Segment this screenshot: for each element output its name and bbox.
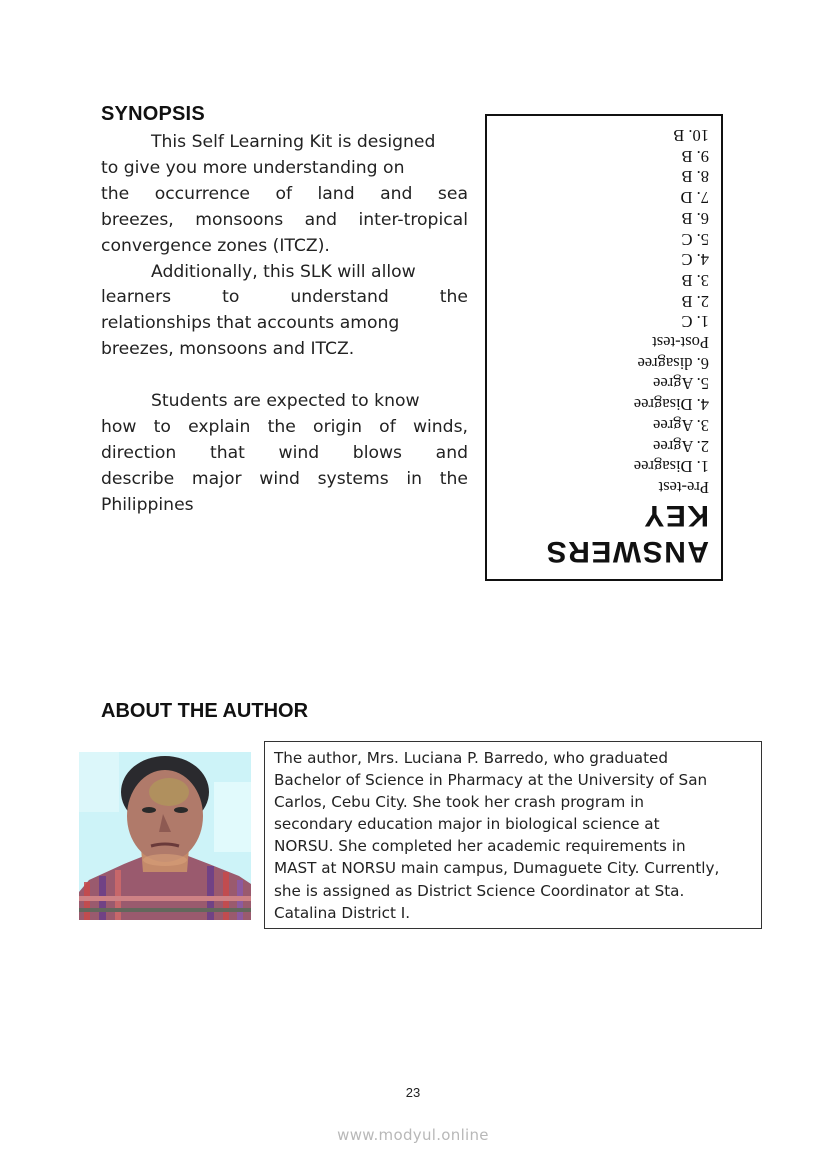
- post-test-answer: 2. B: [681, 291, 709, 311]
- text-line: Students are expected to know: [151, 391, 420, 412]
- pre-test-answer: 5. Agree: [653, 374, 709, 394]
- bio-line: MAST at NORSU main campus, Dumaguete City. Currently,: [274, 859, 720, 878]
- post-test-answer: 6. B: [681, 208, 709, 228]
- text-line: relationships that accounts among: [101, 313, 400, 334]
- bio-line: NORSU. She completed her academic requirements in: [274, 837, 686, 856]
- post-test-label: Post-test: [652, 333, 709, 353]
- text-line: This Self Learning Kit is designed: [151, 132, 436, 152]
- pre-test-answer: 4. Disagree: [633, 395, 709, 415]
- bio-line: Catalina District I.: [274, 903, 411, 922]
- synopsis-heading: SYNOPSIS: [101, 103, 205, 125]
- post-test-answer: 10. B: [673, 126, 709, 146]
- text-line: convergence zones (ITCZ).: [101, 235, 330, 256]
- text-line: how to explain the origin of winds,: [101, 416, 468, 437]
- synopsis-paragraph-1: [101, 130, 468, 260]
- watermark-link[interactable]: www.modyul.online: [337, 1126, 489, 1144]
- synopsis-paragraph-3: [101, 389, 468, 519]
- pre-test-answer: 6. disagree: [637, 353, 709, 373]
- text-line: the occurrence of land and sea: [101, 183, 468, 204]
- text-line: direction that wind blows and: [101, 442, 468, 463]
- text-line: breezes, monsoons and inter-tropical: [101, 209, 468, 230]
- answers-key-title: ANSWERS KEY: [545, 499, 709, 568]
- page-number: 23: [405, 1085, 421, 1100]
- author-portrait-image: [79, 752, 251, 920]
- pre-test-answer: 3. Agree: [653, 415, 709, 435]
- post-test-answer: 4. C: [681, 250, 709, 270]
- text-line: Philippines: [101, 494, 194, 515]
- post-test-answer: 5. C: [681, 229, 709, 249]
- post-test-answer: 3. B: [681, 270, 709, 290]
- bio-line: Bachelor of Science in Pharmacy at the University of San: [274, 771, 708, 790]
- author-photo: [79, 752, 251, 920]
- synopsis-paragraph-2: [101, 260, 468, 364]
- pre-test-answer: 2. Agree: [653, 436, 709, 456]
- text-line: to give you more understanding on: [101, 157, 405, 178]
- bio-line: Carlos, Cebu City. She took her crash program in: [274, 793, 644, 812]
- text-line: learners to understand the: [101, 287, 468, 308]
- post-test-answer: 1. C: [681, 312, 709, 332]
- text-line: breezes, monsoons and ITCZ.: [101, 339, 355, 360]
- synopsis-body: [101, 130, 468, 519]
- bio-line: The author, Mrs. Luciana P. Barredo, who graduated: [274, 749, 669, 767]
- about-author-heading: ABOUT THE AUTHOR: [101, 700, 309, 722]
- post-test-answers: [499, 124, 709, 352]
- answers-key-box: [485, 114, 723, 581]
- bio-line: secondary education major in biological science at: [274, 815, 660, 834]
- answers-key-rotated-content: [487, 116, 721, 579]
- pre-test-answers: [499, 352, 709, 497]
- text-line: describe major wind systems in the: [101, 468, 468, 489]
- post-test-answer: 9. B: [681, 146, 709, 166]
- text-line: Additionally, this SLK will allow: [151, 261, 416, 282]
- post-test-answer: 7. D: [680, 188, 709, 208]
- post-test-answer: 8. B: [681, 167, 709, 187]
- pre-test-label: Pre-test: [658, 478, 709, 497]
- pre-test-answer: 1. Disagree: [633, 457, 709, 477]
- bio-line: she is assigned as District Science Coordinator at Sta.: [274, 881, 685, 900]
- author-bio-box: [264, 741, 762, 929]
